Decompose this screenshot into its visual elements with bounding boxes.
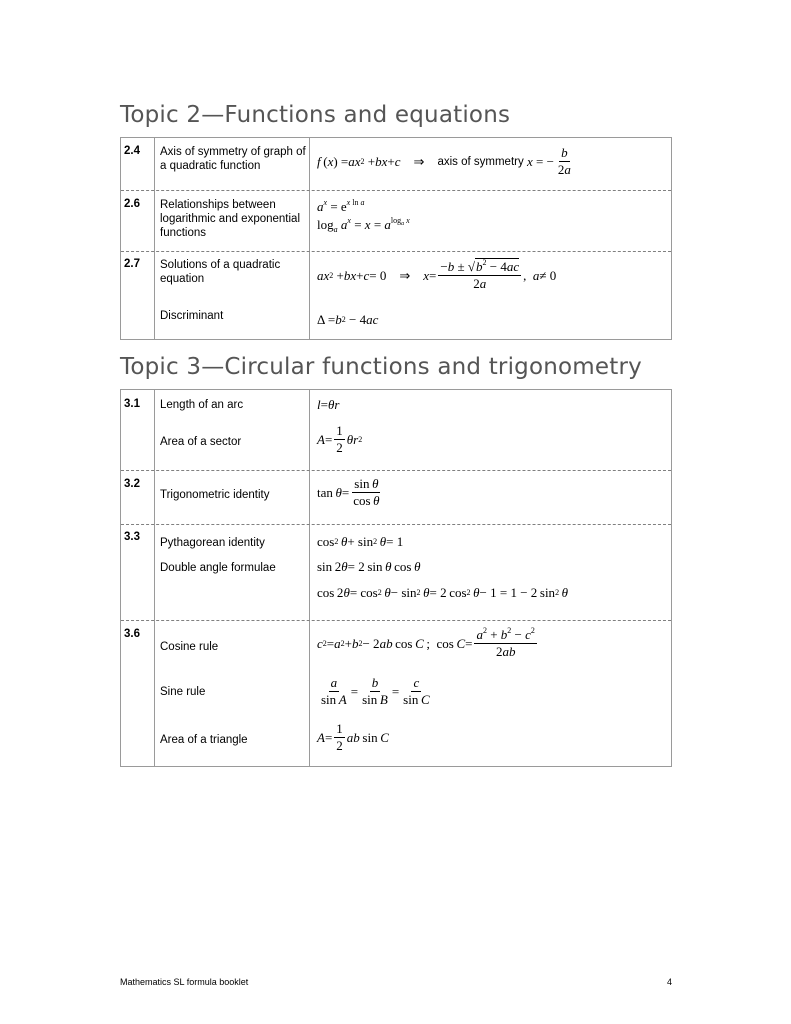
- page-number: 4: [667, 977, 673, 987]
- section-number: 2.7: [124, 258, 140, 270]
- formula-cosine-rule: c 2 = a 2 + b 2 − 2 ab cos C ; cos C = $\frac{a^2 + b^2 - c^2}{2ab}$: [317, 626, 535, 659]
- section-number: 2.6: [124, 198, 140, 210]
- row-description: Pythagorean identity: [160, 537, 265, 549]
- topic-3-title: Topic 3—Circular functions and trigonometry: [120, 354, 642, 380]
- row-description: Length of an arc: [160, 399, 244, 411]
- formula-sine-rule: $\frac{a}{\text{sin A}}$ = $\frac{b}{\text{sin B}}$ = $\frac{c}{\text{sin C}}$: [321, 675, 430, 707]
- formula-triangle-area: A = $\frac{1}{2}$ ab sin C: [317, 721, 389, 753]
- formula-discriminant: Δ = b 2 − 4 ac: [317, 312, 379, 327]
- section-number: 3.3: [124, 531, 140, 543]
- formula-cos-double: cos 2 θ = cos 2 θ − sin 2 θ = 2 cos 2 θ − 1 = 1 − 2 sin 2 θ: [317, 585, 569, 600]
- formula-axis-of-symmetry: f ( x ) = ax 2 + bx + c ⇒ axis of symmetry x = − $\frac{b}{2a}$: [317, 145, 571, 177]
- footer-title: Mathematics SL formula booklet: [120, 977, 249, 987]
- row-description: Area of a sector: [160, 436, 242, 448]
- row-description: Area of a triangle: [160, 734, 248, 746]
- section-number: 3.1: [124, 398, 140, 410]
- formula-tan-identity: tan θ = $\frac{\text{sin θ}}{\text{cos θ}}$: [317, 476, 380, 508]
- topic-2-table: [120, 137, 672, 340]
- row-description: Solutions of a quadratic equation: [160, 259, 281, 285]
- axis-text: axis of symmetry: [437, 155, 524, 168]
- formula-arc-length: l = θr: [317, 397, 340, 412]
- section-number: 3.2: [124, 478, 140, 490]
- row-description: Axis of symmetry of graph of a quadratic function: [160, 146, 306, 172]
- formula-sin-double: sin 2 θ = 2 sin θ cos θ: [317, 559, 421, 574]
- row-description: Sine rule: [160, 686, 206, 698]
- row-description: Discriminant: [160, 310, 224, 322]
- formula-log-exp: $a^x = e^{x ln a}$ $\log_a a^x = x = a^{log_a x}$: [317, 198, 410, 234]
- formula-quadratic: ax 2 + bx + c = 0 ⇒ x = $\frac{-b \pm √b^2 - 4ac}{2a}$ , a ≠ 0: [317, 258, 557, 291]
- topic-3-table: [120, 389, 672, 767]
- topic-2-title: Topic 2—Functions and equations: [120, 102, 511, 128]
- row-description: Trigonometric identity: [160, 489, 270, 501]
- row-description: Cosine rule: [160, 641, 219, 653]
- formula-sector-area: A = $\frac{1}{2}$ θr 2: [317, 423, 363, 455]
- row-description: Double angle formulae: [160, 562, 276, 574]
- section-number: 3.6: [124, 628, 140, 640]
- section-number: 2.4: [124, 145, 140, 157]
- row-description: Relationships between logarithmic and exponential functions: [160, 199, 301, 239]
- formula-pythagorean: cos 2 θ + sin 2 θ = 1: [317, 534, 404, 549]
